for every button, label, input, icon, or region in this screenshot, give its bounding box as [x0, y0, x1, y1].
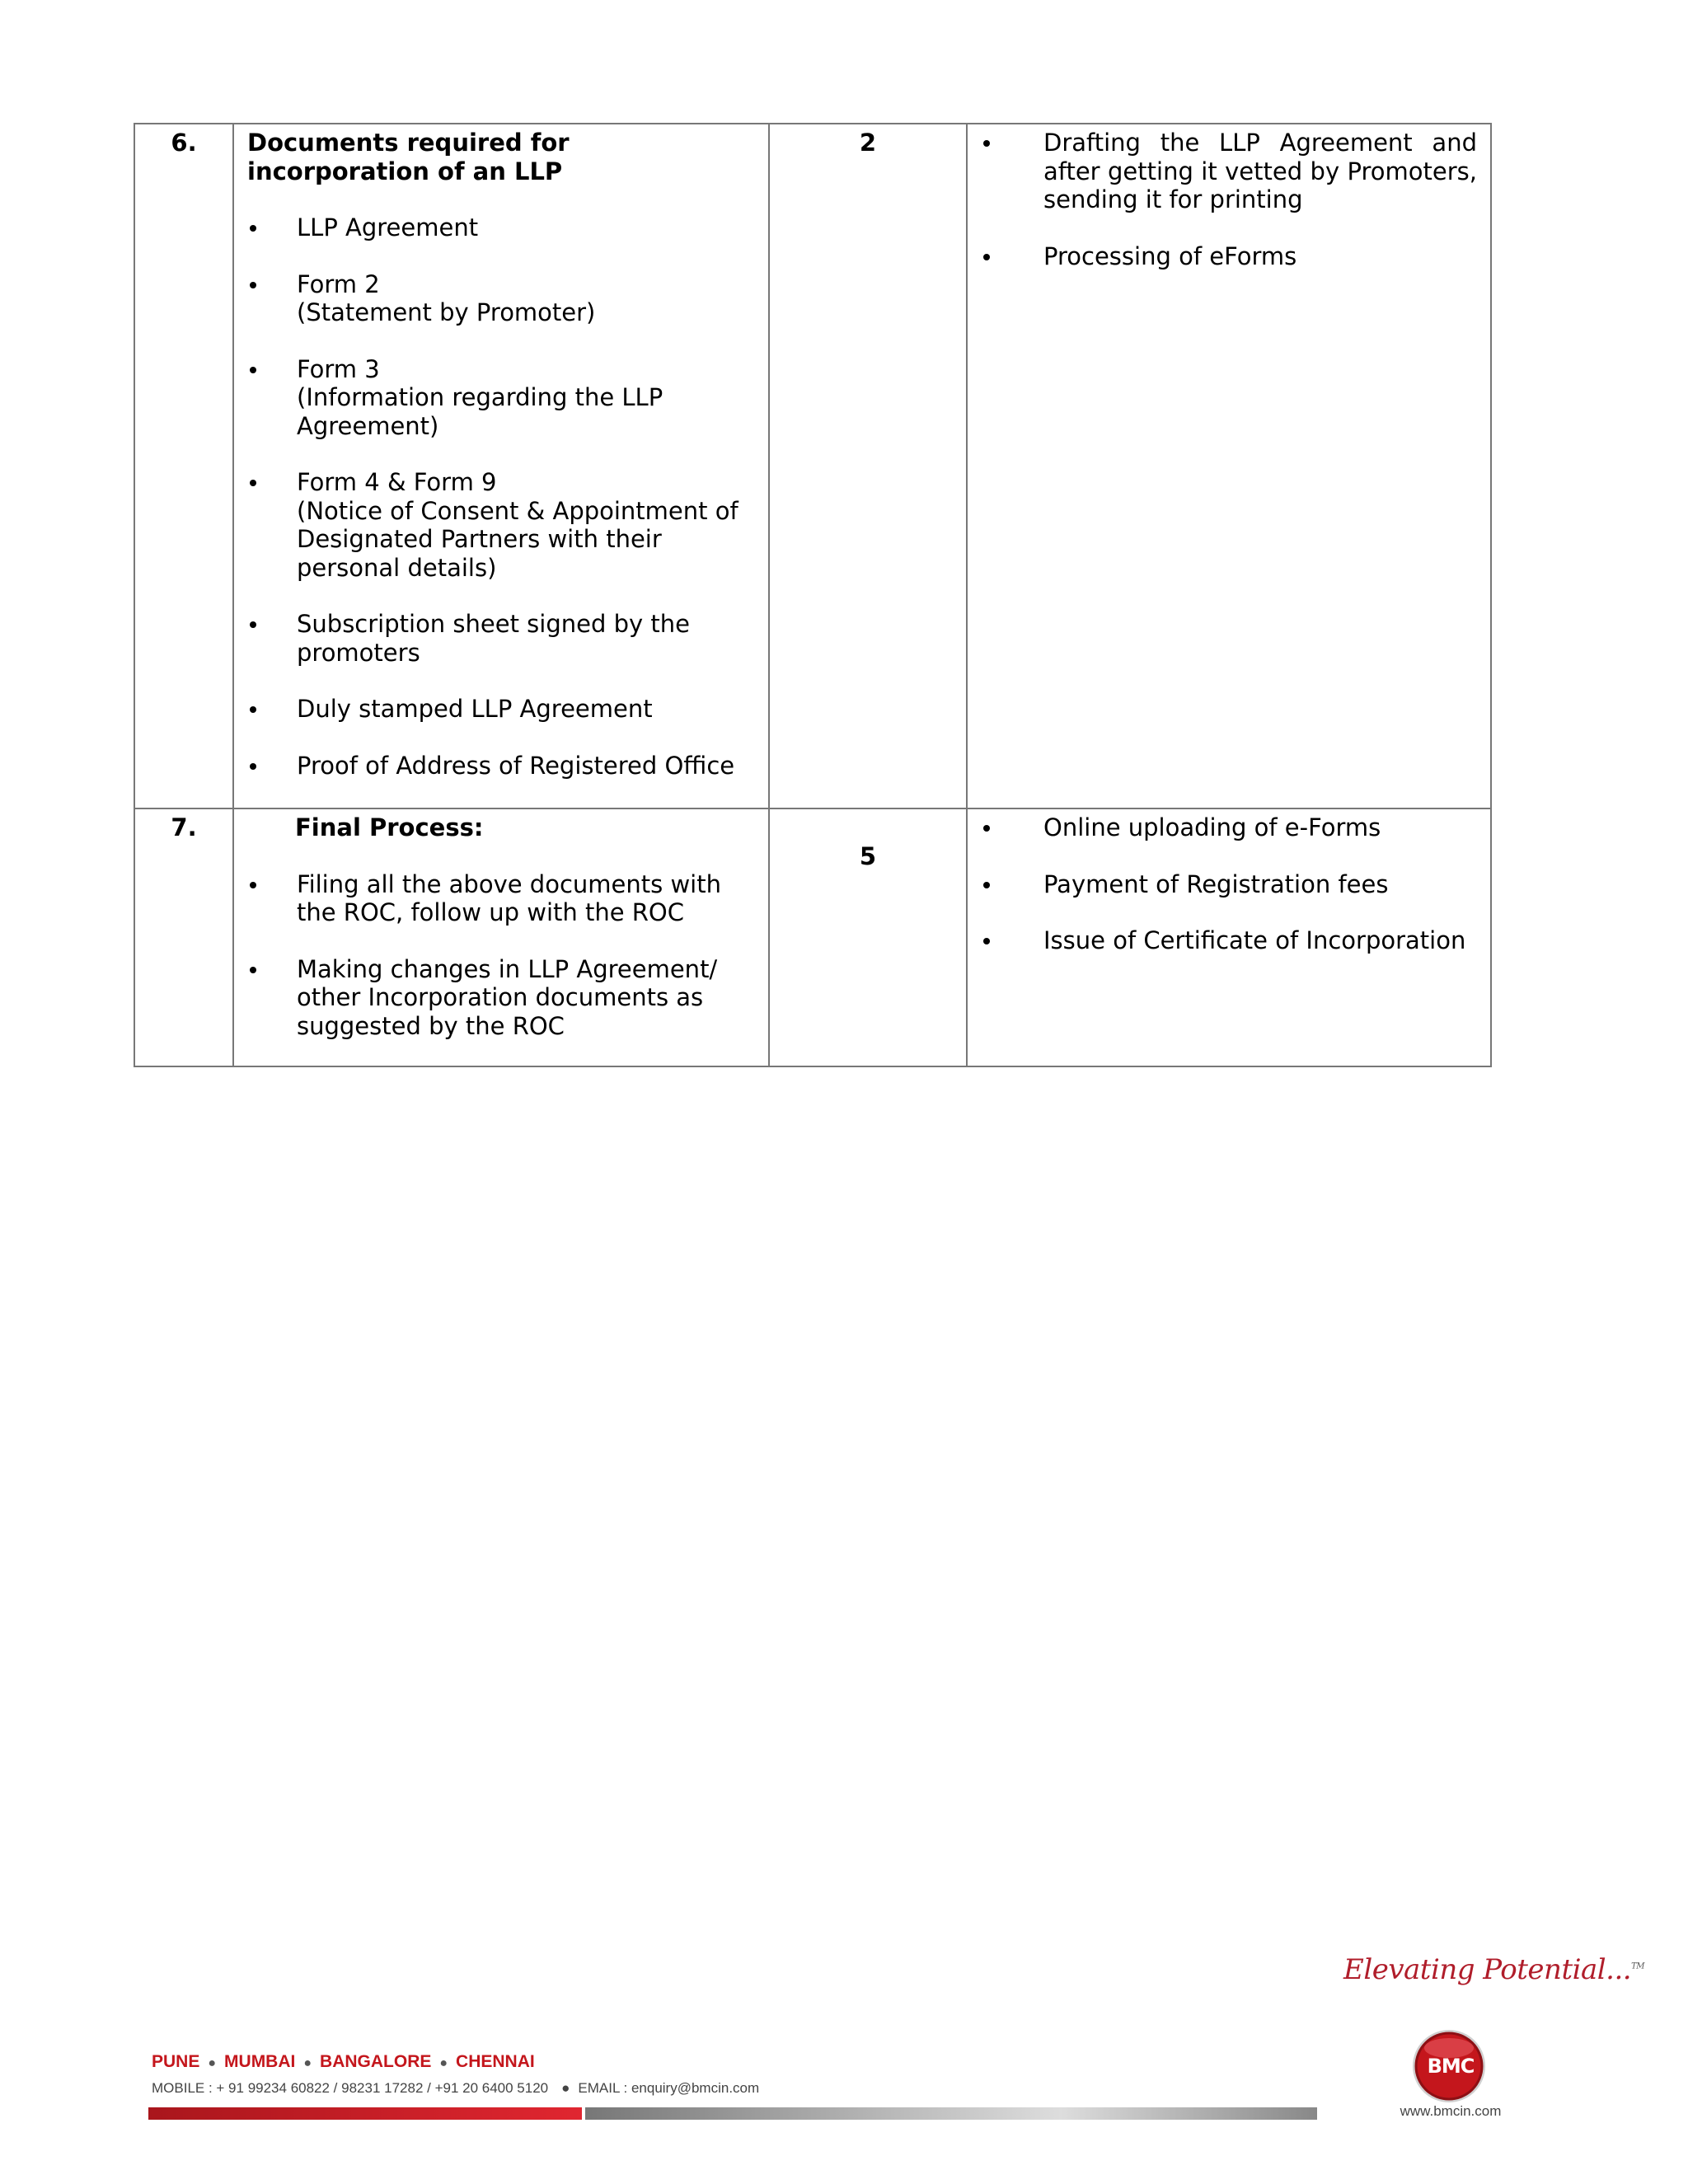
contact-line [152, 2080, 759, 2097]
step-heading: Final Process: [295, 813, 484, 841]
list-item: Making changes in LLP Agreement/ other Incorporation documents as suggested by the ROC [247, 955, 755, 1041]
separator-dot: ● [303, 2056, 312, 2070]
activities-list [981, 129, 1477, 270]
documents-cell [233, 808, 769, 1066]
separator-dot: ● [208, 2056, 217, 2070]
activities-cell [967, 808, 1491, 1066]
list-item: Filing all the above documents with the ROC, follow up with the ROC [247, 870, 755, 927]
documents-cell [233, 124, 769, 808]
footer-bar-red [148, 2107, 582, 2120]
footer-bar-grey [585, 2107, 1317, 2120]
activities-list [981, 813, 1477, 955]
list-item: Form 2 (Statement by Promoter) [247, 270, 755, 327]
email-address[interactable]: EMAIL : enquiry@bmcin.com [578, 2080, 760, 2096]
list-item: Drafting the LLP Agreement and after getting it vetted by Promoters, sending it for printing [981, 129, 1477, 214]
city: CHENNAI [456, 2052, 535, 2071]
city: PUNE [152, 2052, 200, 2071]
company-logo: BMC [1401, 2023, 1500, 2106]
list-item: Duly stamped LLP Agreement [247, 695, 755, 724]
mobile-numbers: MOBILE : + 91 99234 60822 / 98231 17282 / +91 20 6400 5120 [152, 2080, 549, 2096]
list-item: Processing of eForms [981, 242, 1477, 271]
separator-dot: ● [561, 2080, 570, 2096]
table-row [134, 124, 1491, 808]
table-row [134, 808, 1491, 1066]
list-item: Proof of Address of Registered Office [247, 752, 755, 780]
documents-list [247, 213, 755, 780]
list-item: Form 4 & Form 9 (Notice of Consent & Appointment of Designated Partners with their personal details) [247, 468, 755, 582]
days-value: 5 [769, 808, 967, 1066]
list-item: Payment of Registration fees [981, 870, 1477, 899]
list-item: Online uploading of e-Forms [981, 813, 1477, 842]
list-item: Subscription sheet signed by the promoters [247, 610, 755, 667]
office-cities [152, 2052, 535, 2072]
list-item: Issue of Certificate of Incorporation [981, 926, 1477, 955]
step-number: 7. [134, 808, 233, 1066]
days-value: 2 [769, 124, 967, 808]
documents-list [247, 870, 755, 1041]
list-item: Form 3 (Information regarding the LLP Agreement) [247, 355, 755, 441]
step-number: 6. [134, 124, 233, 808]
activities-cell [967, 124, 1491, 808]
brand-tagline: Elevating Potential...™ [1343, 1953, 1644, 1986]
list-item: LLP Agreement [247, 213, 755, 242]
step-heading: Documents required for incorporation of an LLP [247, 129, 570, 185]
separator-dot: ● [439, 2056, 448, 2070]
city: MUMBAI [224, 2052, 296, 2071]
website-url[interactable]: www.bmcin.com [1400, 2103, 1502, 2119]
city: BANGALORE [320, 2052, 432, 2071]
incorporation-steps-table [134, 123, 1492, 1067]
